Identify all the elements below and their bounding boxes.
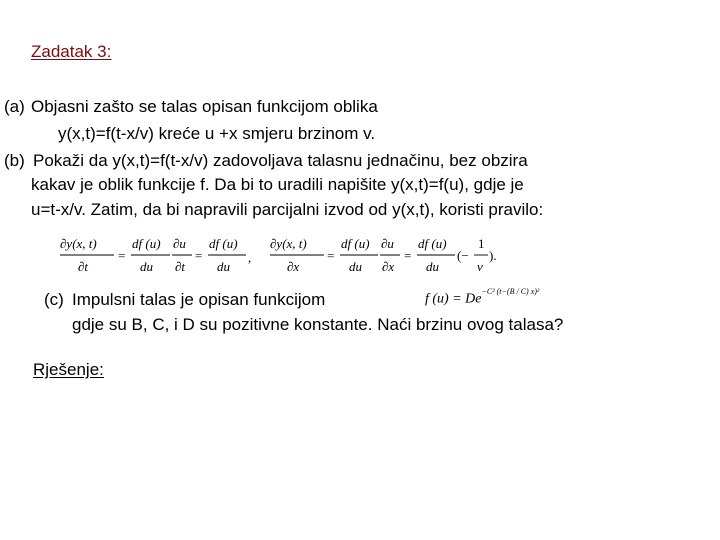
task-title: Zadatak 3: [31, 42, 112, 61]
part-a-line1: Objasni zašto se talas opisan funkcijom oblika [31, 97, 378, 116]
x-den1: ∂x [287, 259, 300, 274]
t-num1: ∂y(x, t) [60, 236, 97, 251]
comma: , [248, 250, 252, 265]
t-eq1: = [118, 248, 126, 263]
chain-rule-formula [58, 232, 508, 278]
x-den2: du [349, 259, 362, 274]
part-b-line2: kakav je oblik funkcije f. Da bi to uradili napišite y(x,t)=f(u), gdje je [31, 175, 524, 194]
part-b-line1: Pokaži da y(x,t)=f(t-x/v) zadovoljava talasnu jednačinu, bez obzira [33, 151, 528, 170]
t-den4: du [217, 259, 230, 274]
t-den3: ∂t [175, 259, 186, 274]
part-c-label: (c) [44, 290, 64, 309]
x-den4: du [426, 259, 439, 274]
x-num1: ∂y(x, t) [270, 236, 307, 251]
t-num2: df (u) [132, 236, 161, 251]
x-num4: df (u) [418, 236, 447, 251]
part-c-line2: gdje su B, C, i D su pozitivne konstante. Naći brzinu ovog talasa? [72, 315, 564, 334]
x-den3: ∂x [382, 259, 395, 274]
factor-den: v [477, 259, 483, 274]
pulse-formula [425, 287, 540, 308]
x-eq1: = [327, 248, 335, 263]
part-a-line2: y(x,t)=f(t-x/v) kreće u +x smjeru brzinom v. [58, 124, 376, 143]
pulse-formula-lhs: f (u) = De [425, 291, 482, 307]
t-eq2: = [195, 248, 203, 263]
t-num3: ∂u [173, 236, 186, 251]
factor-open: (− [457, 248, 469, 263]
pulse-formula-exponent: −C² (t−(B / C) x)² [481, 287, 540, 296]
factor-num: 1 [478, 236, 485, 251]
factor-close: ). [489, 248, 497, 263]
x-num3: ∂u [381, 236, 394, 251]
solution-label: Rješenje: [33, 360, 104, 379]
part-b-label: (b) [4, 151, 25, 170]
x-eq2: = [404, 248, 412, 263]
part-a-label: (a) [4, 97, 25, 116]
t-den2: du [140, 259, 153, 274]
part-b-line3: u=t-x/v. Zatim, da bi napravili parcijalni izvod od y(x,t), koristi pravilo: [31, 200, 544, 219]
x-num2: df (u) [341, 236, 370, 251]
part-c-line1: Impulsni talas je opisan funkcijom [72, 290, 326, 309]
t-den1: ∂t [78, 259, 89, 274]
t-num4: df (u) [209, 236, 238, 251]
